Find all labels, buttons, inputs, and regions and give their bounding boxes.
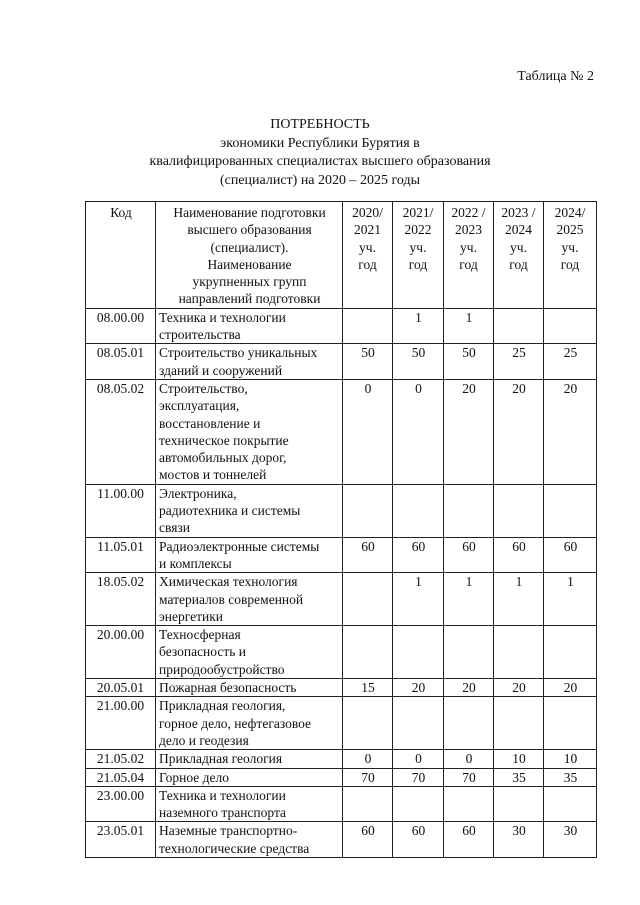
row-value: 1 — [544, 573, 597, 626]
row-name-line: и комплексы — [159, 555, 232, 571]
row-value: 35 — [544, 768, 597, 786]
row-code: 08.00.00 — [86, 308, 156, 344]
row-value — [494, 697, 544, 750]
row-name-line: Строительство уникальных — [159, 345, 318, 361]
row-value — [444, 786, 494, 822]
row-value — [343, 786, 393, 822]
row-code: 20.05.01 — [86, 679, 156, 697]
row-value: 10 — [494, 750, 544, 768]
row-value: 60 — [343, 537, 393, 573]
row-name — [156, 822, 343, 858]
row-name-line: энергетики — [159, 608, 224, 624]
row-value: 70 — [444, 768, 494, 786]
row-value — [444, 697, 494, 750]
header-year-line: 2023 / — [501, 205, 536, 220]
row-code: 23.05.01 — [86, 822, 156, 858]
row-value: 0 — [393, 750, 444, 768]
header-name-line: укрупненных групп — [192, 274, 307, 290]
row-code: 11.00.00 — [86, 484, 156, 537]
row-value: 20 — [444, 379, 494, 484]
row-name-line: Прикладная геология — [159, 751, 283, 767]
table-row — [86, 679, 597, 697]
row-name — [156, 537, 343, 573]
row-value: 50 — [444, 344, 494, 380]
row-value — [393, 626, 444, 679]
row-value: 60 — [444, 537, 494, 573]
row-value — [494, 308, 544, 344]
row-value: 25 — [544, 344, 597, 380]
table-row — [86, 344, 597, 380]
row-value: 60 — [494, 537, 544, 573]
table-row — [86, 626, 597, 679]
row-value: 20 — [544, 379, 597, 484]
row-value: 70 — [343, 768, 393, 786]
table-row — [86, 697, 597, 750]
row-name-line: мостов и тоннелей — [159, 467, 267, 483]
row-name — [156, 786, 343, 822]
row-value: 0 — [343, 379, 393, 484]
row-value — [544, 626, 597, 679]
header-year-line: уч. — [359, 239, 376, 255]
header-year-line: 2021 — [354, 222, 381, 238]
header-year-line: 2021/ — [402, 205, 434, 220]
header-year-line: уч. — [460, 239, 477, 255]
row-code: 21.00.00 — [86, 697, 156, 750]
row-name — [156, 768, 343, 786]
row-name-line: Пожарная безопасность — [159, 680, 297, 696]
row-name-line: Техносферная — [159, 627, 241, 643]
table-row — [86, 573, 597, 626]
row-code: 11.05.01 — [86, 537, 156, 573]
table-row — [86, 822, 597, 858]
row-value — [494, 786, 544, 822]
row-name — [156, 626, 343, 679]
row-name-line: Радиоэлектронные системы — [159, 538, 320, 554]
row-value — [494, 626, 544, 679]
row-code: 08.05.01 — [86, 344, 156, 380]
table-row — [86, 537, 597, 573]
header-name-line: Наименование подготовки — [173, 205, 326, 220]
title-line-4: (специалист) на 2020 – 2025 годы — [219, 172, 421, 188]
row-value — [544, 484, 597, 537]
row-value: 0 — [393, 379, 444, 484]
header-year-line: 2023 — [455, 222, 482, 238]
row-name — [156, 344, 343, 380]
table-row — [86, 750, 597, 768]
row-name-line: Химическая технология — [159, 574, 298, 590]
header-year-line: год — [358, 256, 377, 272]
row-value: 0 — [444, 750, 494, 768]
row-value: 60 — [393, 822, 444, 858]
row-value: 20 — [494, 679, 544, 697]
row-name-line: Наземные транспортно- — [159, 823, 298, 839]
header-name-line: направлений подготовки — [178, 291, 321, 307]
row-value — [544, 786, 597, 822]
row-value: 25 — [494, 344, 544, 380]
header-name-line: Наименование — [207, 256, 292, 272]
row-value — [544, 697, 597, 750]
row-name — [156, 308, 343, 344]
row-value — [393, 697, 444, 750]
header-year-line: уч. — [409, 239, 427, 255]
header-year — [494, 202, 544, 309]
row-value: 20 — [494, 379, 544, 484]
title-line-3: квалифицированных специалистах высшего образования — [149, 154, 491, 169]
header-year-line: год — [560, 256, 580, 272]
row-value — [343, 697, 393, 750]
row-value: 20 — [544, 679, 597, 697]
row-name-line: Техника и технологии — [159, 787, 286, 803]
row-value: 60 — [544, 537, 597, 573]
row-name-line: безопасность и — [159, 644, 247, 660]
table-body — [86, 308, 597, 857]
row-value: 1 — [494, 573, 544, 626]
header-year-line: 2024/ — [554, 205, 586, 220]
row-value: 60 — [444, 822, 494, 858]
row-name-line: Электроника, — [159, 485, 237, 501]
header-year-line: 2022 / — [451, 205, 486, 220]
row-name-line: Техника и технологии — [159, 309, 286, 325]
header-year-line: уч. — [510, 239, 527, 255]
header-year-line: 2020/ — [352, 205, 383, 220]
header-year-line: 2022 — [404, 222, 432, 238]
row-value: 1 — [444, 308, 494, 344]
row-name — [156, 573, 343, 626]
row-name-line: техническое покрытие — [159, 432, 289, 448]
header-name-line: (специалист). — [210, 239, 289, 255]
row-name-line: Горное дело — [159, 769, 229, 785]
title-line-2: экономики Республики Бурятия в — [220, 135, 420, 151]
row-value — [343, 484, 393, 537]
row-name — [156, 679, 343, 697]
row-value — [444, 626, 494, 679]
row-name-line: Строительство, — [159, 380, 248, 396]
row-value: 20 — [393, 679, 444, 697]
row-value: 1 — [444, 573, 494, 626]
row-value: 30 — [544, 822, 597, 858]
row-value: 60 — [343, 822, 393, 858]
row-value — [393, 484, 444, 537]
table-row — [86, 379, 597, 484]
row-code: 18.05.02 — [86, 573, 156, 626]
row-name — [156, 750, 343, 768]
row-value: 0 — [343, 750, 393, 768]
row-code: 08.05.02 — [86, 379, 156, 484]
row-value — [544, 308, 597, 344]
header-name — [156, 202, 343, 309]
row-name-line: зданий и сооружений — [159, 362, 283, 378]
table-row — [86, 484, 597, 537]
row-value: 20 — [444, 679, 494, 697]
row-name-line: автомобильных дорог, — [159, 450, 287, 466]
row-value: 15 — [343, 679, 393, 697]
row-name — [156, 379, 343, 484]
header-year — [444, 202, 494, 309]
header-name-line: высшего образования — [187, 222, 312, 238]
header-year-line: уч. — [561, 239, 579, 255]
table-row — [86, 768, 597, 786]
row-code: 21.05.02 — [86, 750, 156, 768]
row-value — [343, 626, 393, 679]
table-row — [86, 308, 597, 344]
title-line-1: ПОТРЕБНОСТЬ — [270, 117, 370, 132]
row-name — [156, 484, 343, 537]
header-year — [393, 202, 444, 309]
header-code: Код — [86, 202, 156, 309]
row-name-line: связи — [159, 520, 190, 536]
row-value — [494, 484, 544, 537]
row-code: 21.05.04 — [86, 768, 156, 786]
row-name-line: горное дело, нефтегазовое — [159, 715, 312, 731]
header-row — [86, 202, 597, 309]
row-value — [393, 786, 444, 822]
row-name-line: технологические средства — [159, 840, 310, 856]
demand-table — [85, 201, 597, 858]
row-name-line: строительства — [159, 327, 241, 343]
row-value: 1 — [393, 308, 444, 344]
row-name-line: материалов современной — [159, 591, 304, 607]
row-code: 20.00.00 — [86, 626, 156, 679]
row-name-line: радиотехника и системы — [159, 503, 301, 519]
row-value — [444, 484, 494, 537]
document-title — [0, 116, 640, 190]
header-year — [343, 202, 393, 309]
row-name-line: природообустройство — [159, 661, 285, 677]
table-row — [86, 786, 597, 822]
row-name-line: наземного транспорта — [159, 805, 287, 821]
row-name-line: эксплуатация, — [159, 398, 240, 414]
row-value — [343, 573, 393, 626]
header-year-line: год — [408, 256, 428, 272]
row-value: 10 — [544, 750, 597, 768]
row-code: 23.00.00 — [86, 786, 156, 822]
row-value — [343, 308, 393, 344]
row-name-line: дело и геодезия — [159, 732, 249, 748]
row-value: 70 — [393, 768, 444, 786]
header-year-line: год — [509, 256, 528, 272]
header-year-line: 2025 — [556, 222, 584, 238]
header-year-line: 2024 — [505, 222, 532, 238]
table-number: Таблица № 2 — [517, 69, 594, 84]
row-name-line: восстановление и — [159, 415, 261, 431]
row-name-line: Прикладная геология, — [159, 698, 286, 714]
row-value: 1 — [393, 573, 444, 626]
row-name — [156, 697, 343, 750]
row-value: 60 — [393, 537, 444, 573]
header-year — [544, 202, 597, 309]
row-value: 30 — [494, 822, 544, 858]
row-value: 35 — [494, 768, 544, 786]
row-value: 50 — [343, 344, 393, 380]
header-year-line: год — [459, 256, 478, 272]
row-value: 50 — [393, 344, 444, 380]
